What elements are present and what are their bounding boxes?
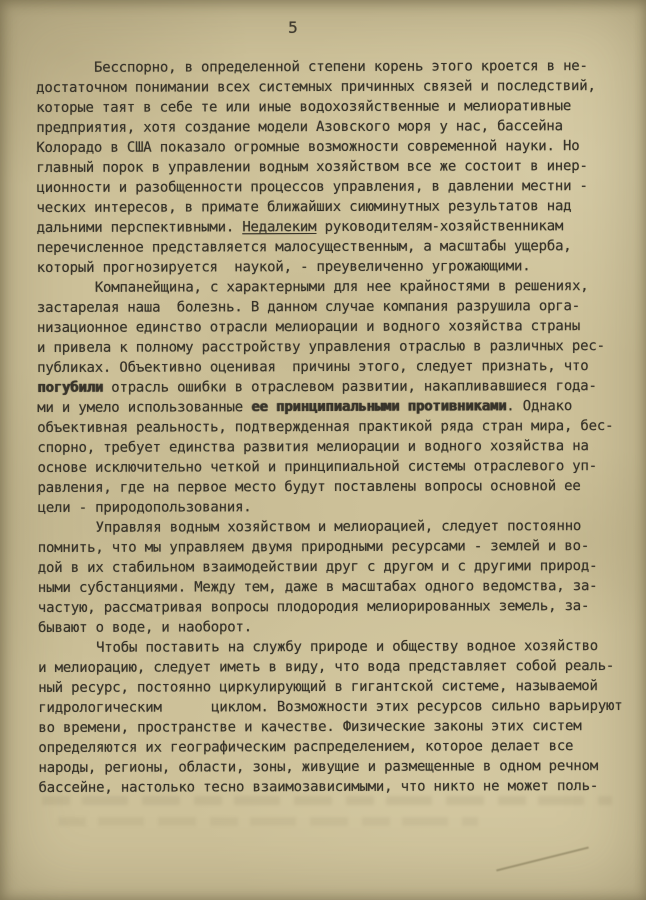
text-segment: публиках. Объективно оценивая причины этого, следует признать, что — [37, 358, 589, 376]
text-line — [36, 156, 636, 178]
text-segment: перечисленное представляется малосущественным, а масштабы ущерба, — [36, 238, 572, 256]
text-line — [37, 336, 637, 358]
text-line — [37, 236, 637, 258]
bleedthrough-text-line — [58, 817, 478, 826]
text-segment: руководителям-хозяйственникам — [316, 218, 564, 236]
text-segment: ными субстанциями. Между тем, даже в масштабах одного ведомства, за- — [37, 578, 598, 596]
text-line — [38, 736, 638, 758]
bleedthrough-text-line — [42, 796, 612, 805]
text-segment: и привела к полному расстройству управления отраслью в различных рес- — [36, 338, 605, 356]
text-segment: застарелая наша болезнь. В данном случае компания разрушила орга- — [36, 298, 581, 316]
text-line — [38, 576, 638, 598]
text-segment: . Однако — [506, 398, 573, 415]
text-line — [37, 476, 637, 498]
text-line — [36, 136, 636, 158]
text-line — [37, 356, 637, 378]
text-segment: Бесспорно, в определенной степени корень этого кроется в не- — [94, 58, 588, 76]
text-line — [37, 296, 637, 318]
text-segment: народы, регионы, области, зоны, живущие и размещенные в одном речном — [38, 758, 599, 776]
text-segment: Управляя водным хозяйством и мелиорацией, следует постоянно — [95, 518, 582, 536]
text-line — [37, 276, 637, 298]
text-line — [36, 176, 636, 198]
text-line — [37, 376, 637, 398]
text-line — [38, 596, 638, 618]
text-segment: дой в их стабильном взаимодействии друг с другом и с другими природ- — [37, 558, 598, 576]
text-segment: ми и умело использованные — [37, 399, 252, 416]
document-text — [36, 56, 639, 798]
text-line — [38, 496, 638, 518]
text-line — [38, 536, 638, 558]
text-segment: Чтобы поставить на службу природе и обществу водное хозяйство — [96, 638, 599, 656]
text-line — [38, 696, 638, 718]
text-line — [38, 676, 638, 698]
text-line — [38, 516, 638, 538]
text-line — [36, 76, 636, 98]
text-segment: спорно, требует единства развития мелиорации и водного хозяйства на — [37, 438, 589, 456]
text-segment: равления, где на первое место будут поставлены вопросы основной ее — [37, 478, 581, 496]
text-segment: объективная реальность, подтвержденная практикой ряда стран мира, бес- — [37, 417, 614, 436]
text-line — [38, 756, 638, 778]
text-segment: цели - природопользования. — [37, 499, 252, 516]
text-line — [36, 56, 636, 78]
page-number: 5 — [288, 18, 298, 37]
text-segment: основе исключительно четкой и принципиальной системы отраслевого уп- — [37, 458, 598, 476]
text-segment: главный порок в управлении водным хозяйством все же состоит в инер- — [36, 158, 588, 176]
text-segment: помнить, что мы управляем двумя природными ресурсами - землей и во- — [37, 538, 590, 556]
text-segment: гидрологическим циклом. Возможности этих ресурсов сильно варьируют — [38, 697, 623, 716]
text-segment: достаточном понимании всех системных причинных связей и последствий, — [36, 78, 596, 96]
text-line — [38, 716, 638, 738]
text-line — [38, 556, 638, 578]
text-segment: отрасль ошибки в отраслевом развитии, накапливавшиеся года- — [102, 378, 597, 396]
text-segment: частую, рассматривая вопросы плодородия мелиорированных земель, за- — [37, 598, 590, 616]
text-line — [37, 216, 637, 238]
text-line — [36, 96, 636, 118]
text-line — [37, 436, 637, 458]
text-line — [36, 116, 636, 138]
text-segment: которые таят в себе те или иные водохозяйственные и мелиоративные — [36, 98, 572, 116]
text-segment: ционности и разобщенности процессов управления, в давлении местни - — [36, 178, 588, 196]
text-line — [37, 256, 637, 278]
overstruck-text: погубили — [37, 379, 104, 396]
text-segment: который прогнозируется наукой, - преувеличенно угрожающими. — [36, 258, 531, 276]
text-segment: низационное единство отрасли мелиорации и водного хозяйства страны — [36, 318, 581, 336]
text-segment: предприятия, хотя создание модели Азовского моря у нас, бассейна — [36, 118, 563, 136]
text-line — [37, 416, 637, 438]
text-segment: Компанейщина, с характерными для нее крайностями в решениях, — [94, 278, 589, 296]
text-line — [36, 196, 636, 218]
text-line — [37, 456, 637, 478]
underlined-text: Недалеким — [242, 219, 317, 236]
overstruck-text: ее принципиальными противниками — [251, 398, 507, 416]
crease-mark — [496, 847, 589, 872]
text-segment: во времени, пространстве и качестве. Физические законы этих систем — [38, 718, 582, 736]
text-line — [38, 616, 638, 638]
text-segment: ный ресурс, постоянно циркулирующий в гигантской системе, называемой — [38, 678, 598, 696]
text-line — [38, 656, 638, 678]
text-segment: ческих интересов, в примате ближайших сиюминутных результатов над — [36, 198, 572, 216]
text-segment: и мелиорацию, следует иметь в виду, что вода представляет собой реаль- — [38, 657, 615, 676]
text-segment: дальними перспективными. — [36, 219, 243, 236]
text-segment: определяются их географическим распределением, которое делает все — [38, 738, 574, 756]
text-line — [39, 776, 639, 798]
text-segment: бывают о воде, и наоборот. — [37, 619, 252, 636]
text-line — [37, 396, 637, 418]
text-segment: бассейне, настолько тесно взаимозависимыми, что никто не может поль- — [38, 778, 599, 796]
text-line — [38, 636, 638, 658]
text-line — [37, 316, 637, 338]
text-segment: Колорадо в США показало огромные возможности современной науки. Но — [36, 138, 580, 156]
